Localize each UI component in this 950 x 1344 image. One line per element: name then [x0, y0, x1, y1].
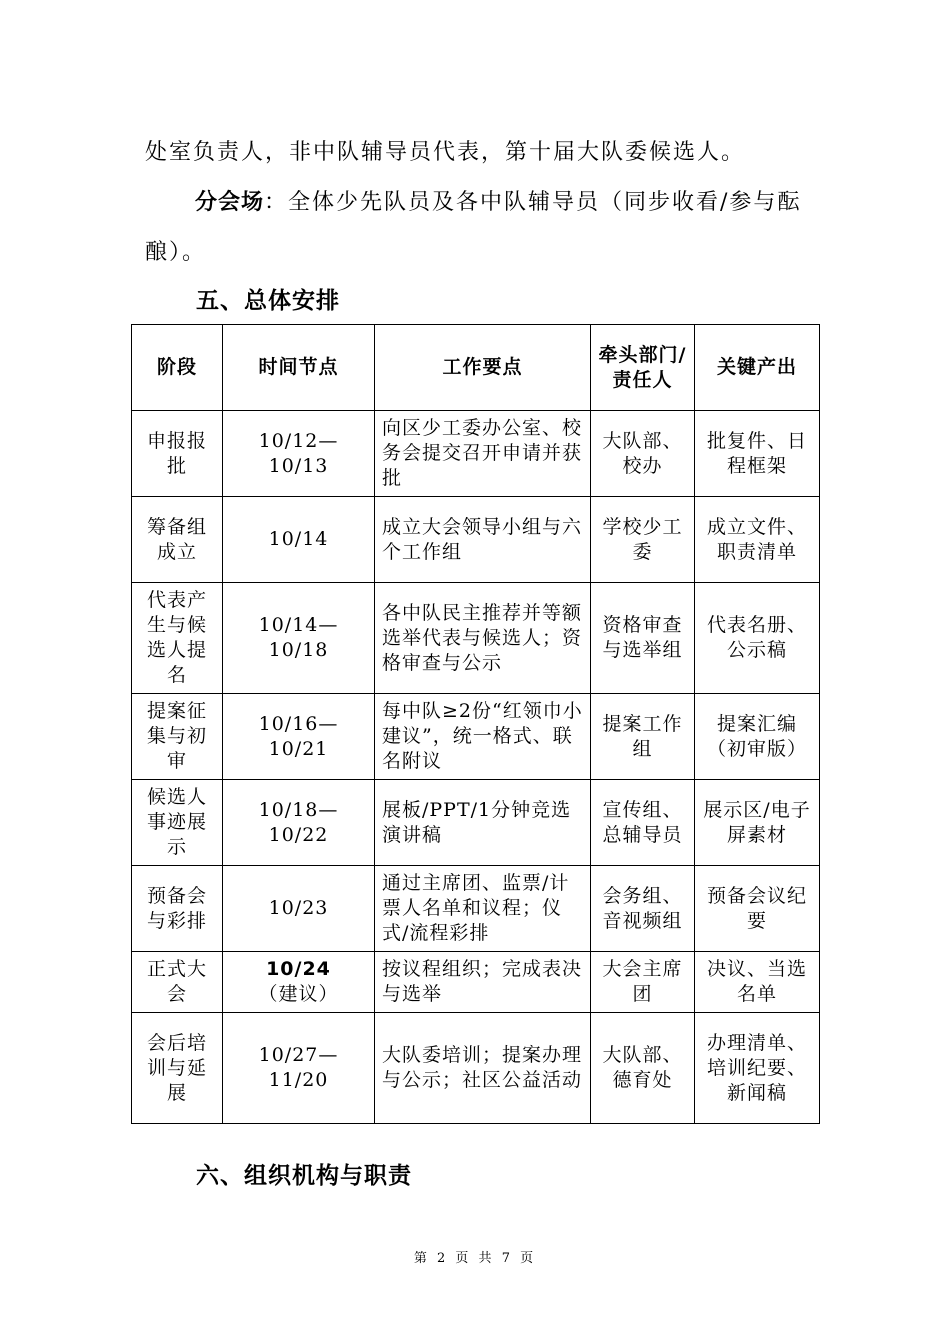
cell-stage: 提案征集与初审: [132, 694, 223, 780]
cell-time-date: 10/24: [266, 958, 331, 980]
cell-task: 各中队民主推荐并等额选举代表与候选人；资格审查与公示: [375, 583, 591, 694]
table-row: [132, 411, 820, 497]
table-row: [132, 780, 820, 866]
table-row: [132, 583, 820, 694]
branch-venue-label: 分会场: [195, 190, 265, 215]
schedule-table: [131, 324, 820, 1124]
cell-task: 通过主席团、监票/计票人名单和议程；仪式/流程彩排: [375, 866, 591, 952]
header-time: 时间节点: [223, 325, 375, 411]
header-lead: 牵头部门/责任人: [591, 325, 695, 411]
cell-time: 10/12—10/13: [223, 411, 375, 497]
paragraph-attendees: 处室负责人，非中队辅导员代表，第十届大队委候选人。: [145, 140, 746, 165]
cell-output: 决议、当选名单: [695, 952, 820, 1013]
cell-task: 成立大会领导小组与六个工作组: [375, 497, 591, 583]
header-output: 关键产出: [695, 325, 820, 411]
header-task: 工作要点: [375, 325, 591, 411]
cell-task: 按议程组织；完成表决与选举: [375, 952, 591, 1013]
cell-output: 展示区/电子屏素材: [695, 780, 820, 866]
cell-time: [223, 952, 375, 1013]
cell-stage: 正式大会: [132, 952, 223, 1013]
cell-task: 大队委培训；提案办理与公示；社区公益活动: [375, 1013, 591, 1124]
cell-task: 向区少工委办公室、校务会提交召开申请并获批: [375, 411, 591, 497]
cell-stage: 申报报批: [132, 411, 223, 497]
cell-lead: 学校少工委: [591, 497, 695, 583]
cell-output: 批复件、日程框架: [695, 411, 820, 497]
cell-lead: 宣传组、总辅导员: [591, 780, 695, 866]
table-header-row: [132, 325, 820, 411]
cell-time-note: （建议）: [258, 983, 339, 1005]
table-row: [132, 694, 820, 780]
cell-stage: 筹备组成立: [132, 497, 223, 583]
cell-lead: 大队部、校办: [591, 411, 695, 497]
cell-lead: 资格审查与选举组: [591, 583, 695, 694]
cell-lead: 提案工作组: [591, 694, 695, 780]
cell-output: 成立文件、职责清单: [695, 497, 820, 583]
cell-time: 10/27—11/20: [223, 1013, 375, 1124]
section-heading-overall-arrangement: 五、总体安排: [196, 287, 340, 314]
header-stage: 阶段: [132, 325, 223, 411]
cell-lead: 大会主席团: [591, 952, 695, 1013]
cell-stage: 代表产生与候选人提名: [132, 583, 223, 694]
paragraph-branch-venue: [145, 178, 817, 278]
table-row: [132, 1013, 820, 1124]
cell-lead: 会务组、音视频组: [591, 866, 695, 952]
table-row-main-conference: [132, 952, 820, 1013]
cell-time: 10/16—10/21: [223, 694, 375, 780]
cell-stage: 会后培训与延展: [132, 1013, 223, 1124]
cell-output: 代表名册、公示稿: [695, 583, 820, 694]
cell-time: 10/23: [223, 866, 375, 952]
cell-time: 10/14: [223, 497, 375, 583]
section-heading-organization: 六、组织机构与职责: [196, 1162, 412, 1189]
cell-output: 预备会议纪要: [695, 866, 820, 952]
cell-output: 提案汇编（初审版）: [695, 694, 820, 780]
cell-stage: 预备会与彩排: [132, 866, 223, 952]
cell-task: 每中队≥2份“红领巾小建议”，统一格式、联名附议: [375, 694, 591, 780]
cell-lead: 大队部、德育处: [591, 1013, 695, 1124]
cell-stage: 候选人事迹展示: [132, 780, 223, 866]
page-footer: 第 2 页 共 7 页: [413, 1251, 537, 1266]
branch-venue-text: ：全体少先队员及各中队辅导员（同步收看/参与酝酿）。: [145, 190, 802, 265]
table-row: [132, 866, 820, 952]
table-row: [132, 497, 820, 583]
cell-task: 展板/PPT/1分钟竞选演讲稿: [375, 780, 591, 866]
cell-output: 办理清单、培训纪要、新闻稿: [695, 1013, 820, 1124]
cell-time: 10/14—10/18: [223, 583, 375, 694]
cell-time: 10/18—10/22: [223, 780, 375, 866]
